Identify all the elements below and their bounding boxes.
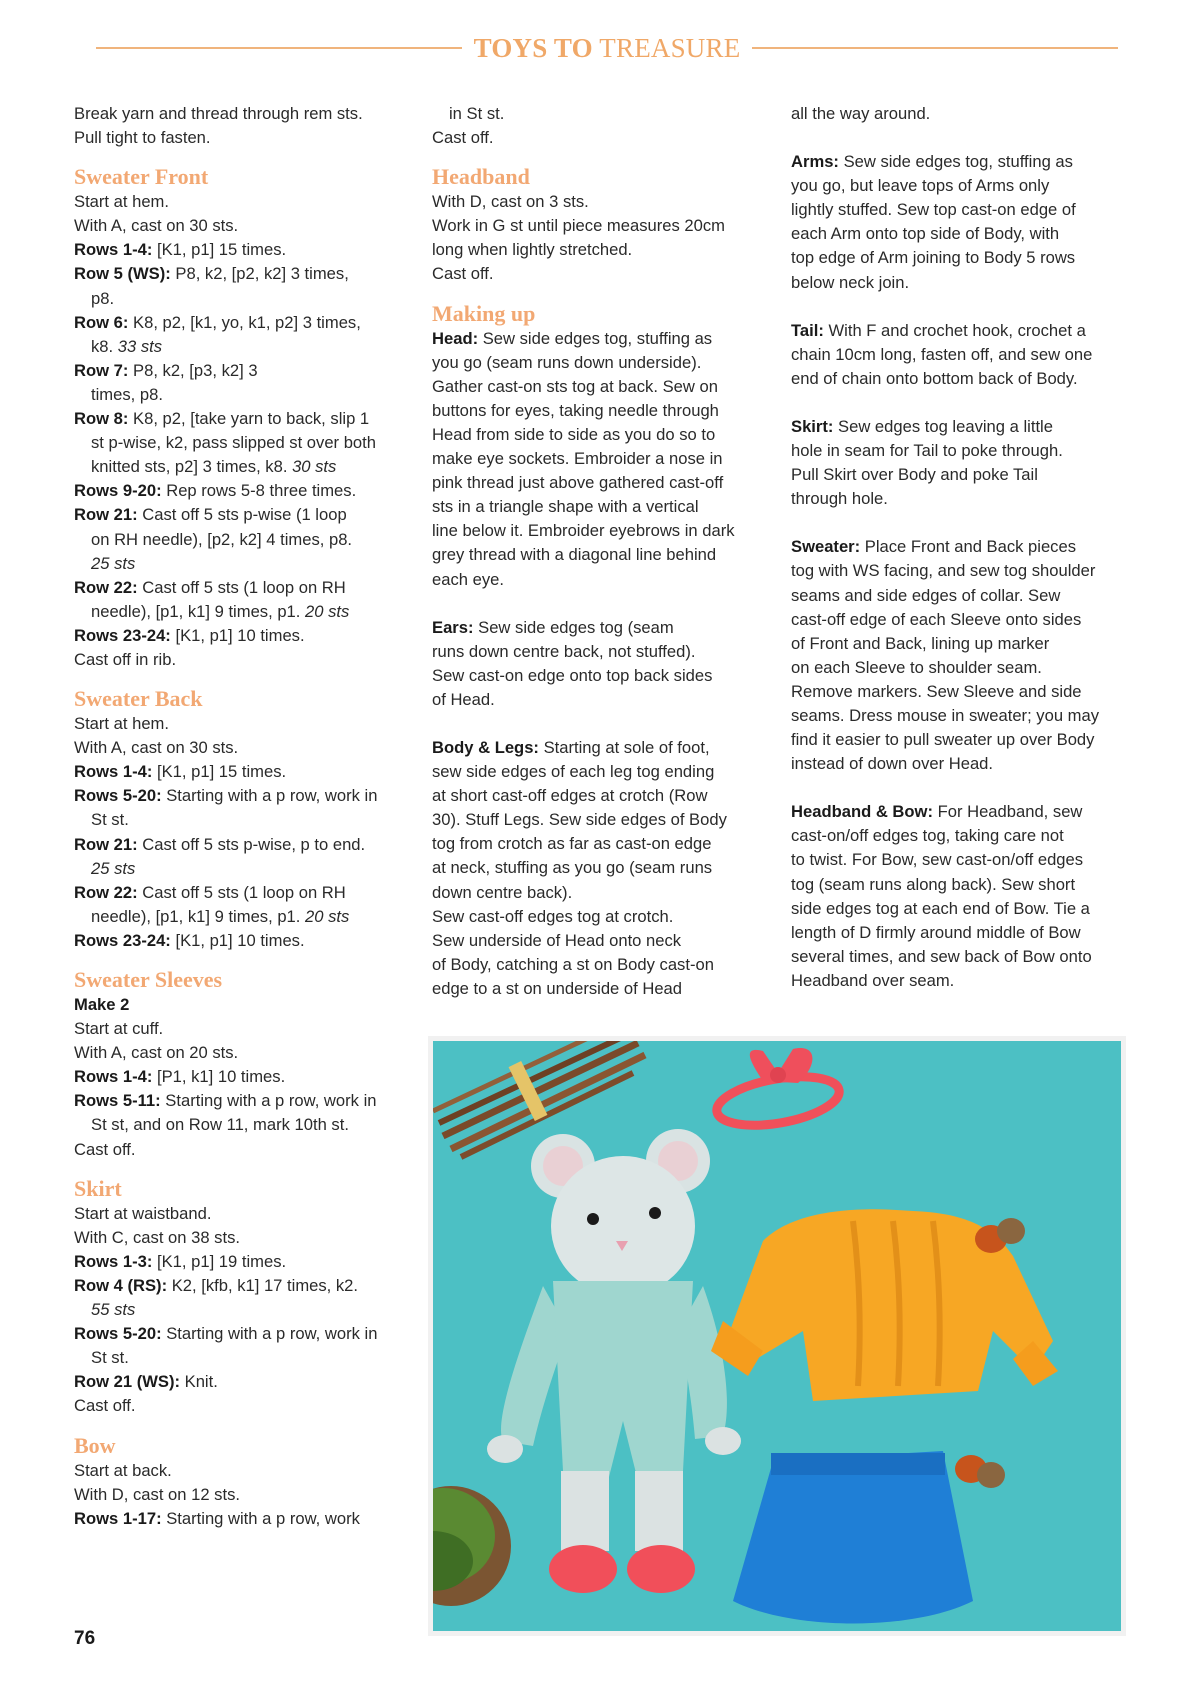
- pattern-row: Rows 1-4: [K1, p1] 15 times.: [74, 240, 287, 260]
- pattern-row-cont: needle), [p1, k1] 9 times, p1. 20 sts: [91, 906, 350, 926]
- heading-making-up: Making up: [432, 300, 536, 326]
- header-rule-left: [96, 47, 462, 49]
- text-line: Gather cast-on sts tog at back. Sew on: [432, 376, 718, 396]
- text-line: through hole.: [791, 489, 888, 509]
- text-line: Cast off.: [74, 1396, 136, 1416]
- text-line: hole in seam for Tail to poke through.: [791, 441, 1063, 461]
- text-line: down centre back).: [432, 882, 573, 902]
- stitch-count: 25 sts: [91, 858, 136, 878]
- make-count: Make 2: [74, 995, 130, 1014]
- text-line: chain 10cm long, fasten off, and sew one: [791, 344, 1093, 364]
- text-line: With C, cast on 38 sts.: [74, 1227, 240, 1247]
- pattern-row: Row 4 (RS): K2, [kfb, k1] 17 times, k2.: [74, 1275, 359, 1295]
- instruction-lead: Ears: Sew side edges tog (seam: [432, 617, 674, 637]
- text-line: Pull Skirt over Body and poke Tail: [791, 465, 1038, 485]
- text-line: Sew underside of Head onto neck: [432, 930, 682, 950]
- text-line: Work in G st until piece measures 20cm: [432, 216, 725, 236]
- text-line: side edges tog at each end of Bow. Tie a: [791, 898, 1090, 918]
- text-line: below neck join.: [791, 272, 910, 292]
- pattern-row-cont: St st.: [91, 810, 129, 830]
- instruction-lead: Arms: Sew side edges tog, stuffing as: [791, 152, 1073, 172]
- text-line: seams. Dress mouse in sweater; you may: [791, 705, 1100, 725]
- pattern-row: Row 8: K8, p2, [take yarn to back, slip 1: [74, 409, 370, 429]
- text-line: Cast off.: [432, 128, 494, 148]
- text-line: With D, cast on 3 sts.: [432, 192, 589, 212]
- text-line: 30). Stuff Legs. Sew side edges of Body: [432, 810, 727, 830]
- text-line: Start at back.: [74, 1460, 172, 1480]
- instruction-lead: Head: Sew side edges tog, stuffing as: [432, 328, 713, 348]
- page-number: 76: [74, 1628, 96, 1649]
- text-line: of Body, catching a st on Body cast-on: [432, 954, 714, 974]
- text-line: Start at hem.: [74, 192, 169, 212]
- column-1: [74, 102, 414, 1531]
- stitch-count: 25 sts: [91, 553, 136, 573]
- text-line: top edge of Arm joining to Body 5 rows: [791, 248, 1076, 268]
- text-line: Pull tight to fasten.: [74, 128, 211, 148]
- text-line: edge to a st on underside of Head: [432, 978, 683, 998]
- text-line: Cast off.: [74, 1139, 136, 1159]
- text-line: of Front and Back, lining up marker: [791, 633, 1050, 653]
- pattern-row-cont: St st, and on Row 11, mark 10th st.: [91, 1115, 349, 1135]
- pattern-row: Rows 1-4: [K1, p1] 15 times.: [74, 762, 287, 782]
- text-line: Start at waistband.: [74, 1203, 212, 1223]
- pattern-row: Row 21: Cast off 5 sts p-wise, p to end.: [74, 834, 366, 854]
- stitch-count: 55 sts: [91, 1300, 136, 1320]
- instruction-lead: Skirt: Sew edges tog leaving a little: [791, 416, 1053, 436]
- text-line: With D, cast on 12 sts.: [74, 1484, 240, 1504]
- pattern-row: Rows 9-20: Rep rows 5-8 three times.: [74, 481, 357, 501]
- text-line: With A, cast on 30 sts.: [74, 738, 239, 758]
- text-line: long when lightly stretched.: [432, 240, 633, 260]
- heading-sweater-front: Sweater Front: [74, 164, 209, 190]
- heading-sweater-back: Sweater Back: [74, 686, 203, 712]
- heading-sweater-sleeves: Sweater Sleeves: [74, 967, 223, 992]
- text-line: Cast off.: [432, 264, 494, 284]
- text-line: you go, but leave tops of Arms only: [791, 176, 1050, 196]
- pattern-row: Row 22: Cast off 5 sts (1 loop on RH: [74, 882, 346, 902]
- pattern-row-cont: needle), [p1, k1] 9 times, p1. 20 sts: [91, 601, 350, 621]
- pattern-row-cont: knitted sts, p2] 3 times, k8. 30 sts: [91, 457, 337, 477]
- text-line: Start at cuff.: [74, 1019, 164, 1039]
- pattern-row: Rows 5-20: Starting with a p row, work in: [74, 1324, 378, 1344]
- text-line: Sew cast-on edge onto top back sides: [432, 665, 713, 685]
- page-header: [96, 28, 1118, 68]
- pattern-row-cont: times, p8.: [91, 384, 163, 404]
- text-line: in St st.: [449, 104, 505, 123]
- text-line: tog (seam runs along back). Sew short: [791, 874, 1076, 894]
- heading-skirt: Skirt: [74, 1175, 122, 1201]
- text-line: line below it. Embroider eyebrows in dark: [432, 521, 735, 541]
- heading-bow: Bow: [74, 1432, 116, 1458]
- pattern-row: Row 21 (WS): Knit.: [74, 1372, 218, 1392]
- text-line: Break yarn and thread through rem sts.: [74, 104, 363, 123]
- text-line: grey thread with a diagonal line behind: [432, 545, 717, 565]
- text-line: Headband over seam.: [791, 970, 955, 990]
- text-line: runs down centre back, not stuffed).: [432, 641, 696, 661]
- pattern-row: Row 6: K8, p2, [k1, yo, k1, p2] 3 times,: [74, 312, 361, 332]
- text-line: Remove markers. Sew Sleeve and side: [791, 681, 1082, 701]
- pattern-row-cont: p8.: [91, 288, 115, 308]
- text-line: seams and side edges of collar. Sew: [791, 585, 1061, 605]
- text-line: cast-on/off edges tog, taking care not: [791, 826, 1064, 846]
- text-line: length of D firmly around middle of Bow: [791, 922, 1081, 942]
- text-line: Sew cast-off edges tog at crotch.: [432, 906, 674, 926]
- pattern-row: Row 22: Cast off 5 sts (1 loop on RH: [74, 577, 346, 597]
- text-line: of Head.: [432, 689, 495, 709]
- pattern-row-cont: St st.: [91, 1348, 129, 1368]
- text-line: each eye.: [432, 569, 504, 589]
- column-2: [432, 102, 772, 1001]
- photo-illustration: [433, 1041, 1121, 1631]
- skirt-illustration: [733, 1451, 973, 1624]
- text-line: all the way around.: [791, 104, 931, 123]
- text-line: several times, and sew back of Bow onto: [791, 946, 1092, 966]
- pattern-row-cont: k8. 33 sts: [91, 336, 163, 356]
- section-title-bold: TOYS TO: [473, 32, 593, 63]
- text-line: pink thread just above gathered cast-off: [432, 473, 724, 493]
- pattern-row: Row 7: P8, k2, [p3, k2] 3: [74, 360, 258, 380]
- instruction-lead: Sweater: Place Front and Back pieces: [791, 537, 1077, 557]
- text-line: at neck, stuffing as you go (seam runs: [432, 858, 713, 878]
- text-line: to twist. For Bow, sew cast-on/off edges: [791, 850, 1084, 870]
- text-line: end of chain onto bottom back of Body.: [791, 368, 1078, 388]
- text-line: instead of down over Head.: [791, 754, 994, 774]
- pattern-row: Rows 23-24: [K1, p1] 10 times.: [74, 625, 305, 645]
- text-line: With A, cast on 30 sts.: [74, 216, 239, 236]
- text-line: Cast off in rib.: [74, 649, 177, 669]
- pattern-row: Rows 1-4: [P1, k1] 10 times.: [74, 1067, 286, 1087]
- text-line: on each Sleeve to shoulder seam.: [791, 657, 1042, 677]
- pattern-row: Rows 1-17: Starting with a p row, work: [74, 1508, 360, 1528]
- pattern-row-cont: st p-wise, k2, pass slipped st over both: [91, 433, 376, 453]
- text-line: find it easier to pull sweater up over Body: [791, 730, 1095, 750]
- pattern-row: Row 5 (WS): P8, k2, [p2, k2] 3 times,: [74, 264, 349, 284]
- text-line: at short cast-off edges at crotch (Row: [432, 786, 708, 806]
- text-line: lightly stuffed. Sew top cast-on edge of: [791, 200, 1076, 220]
- text-line: tog with WS facing, and sew tog shoulder: [791, 561, 1096, 581]
- pattern-row: Rows 23-24: [K1, p1] 10 times.: [74, 930, 305, 950]
- pattern-row: Rows 5-20: Starting with a p row, work in: [74, 786, 378, 806]
- instruction-lead: Tail: With F and crochet hook, crochet a: [791, 320, 1086, 340]
- column-3: [791, 102, 1131, 993]
- text-line: buttons for eyes, taking needle through: [432, 400, 719, 420]
- section-title: [462, 33, 753, 64]
- text-line: tog from crotch as far as cast-on edge: [432, 834, 712, 854]
- instruction-lead: Body & Legs: Starting at sole of foot,: [432, 737, 710, 757]
- text-line: sts in a triangle shape with a vertical: [432, 497, 699, 517]
- text-line: make eye sockets. Embroider a nose in: [432, 449, 723, 469]
- section-title-light: TREASURE: [599, 32, 741, 63]
- pattern-row: Rows 5-11: Starting with a p row, work in: [74, 1091, 377, 1111]
- text-line: cast-off edge of each Sleeve onto sides: [791, 609, 1082, 629]
- pattern-row-cont: on RH needle), [p2, k2] 4 times, p8.: [91, 529, 353, 549]
- pattern-row: Rows 1-3: [K1, p1] 19 times.: [74, 1251, 287, 1271]
- instruction-lead: Headband & Bow: For Headband, sew: [791, 802, 1083, 822]
- text-line: each Arm onto top side of Body, with: [791, 224, 1060, 244]
- text-line: you go (seam runs down underside).: [432, 352, 702, 372]
- header-rule-right: [752, 47, 1118, 49]
- product-photo: [428, 1036, 1126, 1636]
- text-line: sew side edges of each leg tog ending: [432, 762, 715, 782]
- text-line: With A, cast on 20 sts.: [74, 1043, 239, 1063]
- text-line: Head from side to side as you do so to: [432, 424, 716, 444]
- pattern-row: Row 21: Cast off 5 sts p-wise (1 loop: [74, 505, 347, 525]
- heading-headband: Headband: [432, 164, 530, 190]
- text-line: Start at hem.: [74, 714, 169, 734]
